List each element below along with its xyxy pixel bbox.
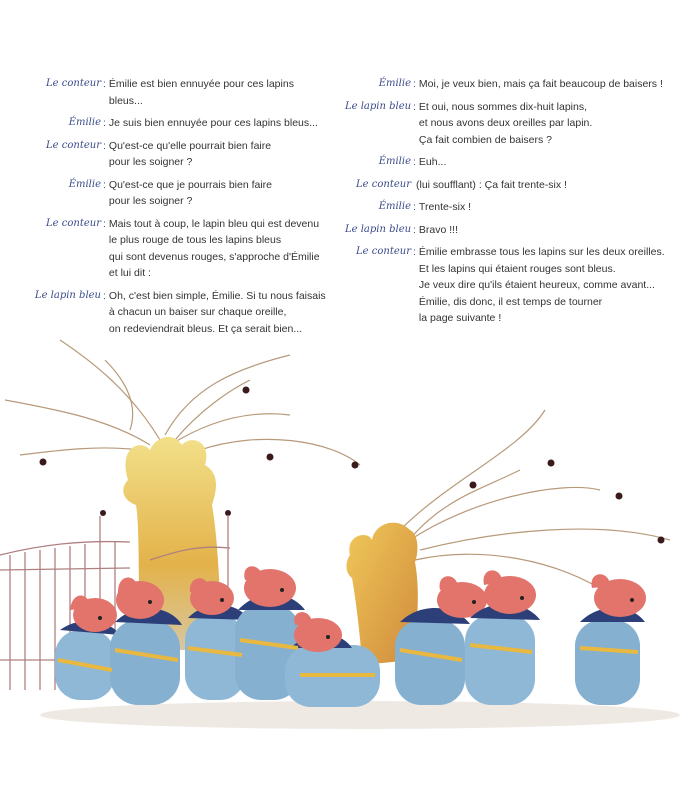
speaker-name: Le conteur bbox=[46, 139, 101, 151]
dialogue-line: Émilie : Euh... bbox=[345, 154, 695, 171]
dialogue-text: Et oui, nous sommes dix-huit lapins, et nous avons deux oreilles par lapin. Ça fait combien de baisers ? bbox=[418, 100, 593, 146]
speaker-name: Émilie bbox=[378, 78, 411, 89]
speaker-name: Le conteur bbox=[46, 217, 101, 229]
dialogue-line: Émilie : Trente-six ! bbox=[345, 199, 695, 216]
speaker-name: Le lapin bleu bbox=[345, 223, 412, 235]
dialogue-text: Oh, c'est bien simple, Émilie. Si tu nous faisais à chacun un baiser sur chaque oreille, on redeviendrait bleus. Et ça serait bien... bbox=[108, 289, 326, 335]
dialogue-text: Émilie est bien ennuyée pour ces lapins bleus... bbox=[108, 78, 294, 107]
rabbit-group bbox=[55, 566, 646, 707]
dialogue-line: Le conteur : Émilie est bien ennuyée pour ces lapins bleus... bbox=[0, 76, 330, 109]
dialogue-text: Mais tout à coup, le lapin bleu qui est devenu le plus rouge de tous les lapins bleus qui sont devenus rouges, s'approche d'Émilie et lui dit : bbox=[108, 217, 320, 279]
dialogue-line: Le conteur : Émilie embrasse tous les lapins sur les deux oreilles. Et les lapins qui étaient rouges sont bleus. Je veux dire qu'ils étaient heureux, comme avant... Émilie, dis donc, il est temps de tourner la page suivante ! bbox=[345, 244, 695, 327]
speaker-name: Émilie bbox=[378, 156, 411, 167]
dialogue-line: Le lapin bleu : Bravo !!! bbox=[345, 222, 695, 239]
dialogue-line: Le conteur : Mais tout à coup, le lapin bleu qui est devenu le plus rouge de tous les lapins bleus qui sont devenus rouges, s'approche d'Émilie et lui dit : bbox=[0, 216, 330, 282]
dialogue-text: Bravo !!! bbox=[418, 223, 459, 236]
dialogue-line: Émilie : Je suis bien ennuyée pour ces lapins bleus... bbox=[0, 115, 330, 132]
speaker-name: Le conteur bbox=[46, 78, 101, 89]
speaker-name: Émilie bbox=[378, 201, 411, 212]
speaker-name: Le conteur bbox=[356, 246, 411, 257]
rabbits-illustration bbox=[0, 330, 700, 799]
dialogue-line: Le lapin bleu : Oh, c'est bien simple, Émilie. Si tu nous faisais à chacun un baiser sur chaque oreille, on redeviendrait bleus. Et ça serait bien... bbox=[0, 288, 330, 338]
dialogue-column-left bbox=[0, 76, 330, 343]
speaker-name: Le conteur bbox=[356, 178, 411, 190]
dialogue-line: Émilie : Moi, je veux bien, mais ça fait beaucoup de baisers ! bbox=[345, 76, 695, 93]
dialogue-line: Émilie : Qu'est-ce que je pourrais bien faire pour les soigner ? bbox=[0, 177, 330, 210]
dialogue-text: Moi, je veux bien, mais ça fait beaucoup de baisers ! bbox=[418, 78, 663, 90]
rabbit bbox=[575, 574, 646, 705]
dialogue-text: Qu'est-ce que je pourrais bien faire pour les soigner ? bbox=[108, 178, 273, 207]
speaker-name: Émilie bbox=[68, 178, 101, 190]
dialogue-text: Je suis bien ennuyée pour ces lapins bleus... bbox=[108, 117, 318, 129]
dialogue-text: Trente-six ! bbox=[418, 201, 472, 213]
dialogue-line: Le lapin bleu : Et oui, nous sommes dix-huit lapins, et nous avons deux oreilles par lapin. Ça fait combien de baisers ? bbox=[345, 99, 695, 149]
dialogue-column-right bbox=[345, 76, 695, 333]
dialogue-line: Le conteur : Qu'est-ce qu'elle pourrait bien faire pour les soigner ? bbox=[0, 138, 330, 171]
tree-branches bbox=[5, 340, 670, 595]
dialogue-text: Euh... bbox=[418, 156, 447, 168]
dialogue-text: (lui soufflant) : Ça fait trente-six ! bbox=[416, 178, 567, 191]
dialogue-text: Qu'est-ce qu'elle pourrait bien faire pour les soigner ? bbox=[108, 139, 272, 168]
speaker-name: Le lapin bleu bbox=[345, 100, 412, 112]
speaker-name: Le lapin bleu bbox=[34, 289, 101, 301]
dialogue-line bbox=[345, 177, 695, 194]
speaker-name: Émilie bbox=[68, 117, 101, 128]
dialogue-text: Émilie embrasse tous les lapins sur les deux oreilles. Et les lapins qui étaient rouges sont bleus. Je veux dire qu'ils étaient heureux, comme avant... Émilie, dis donc, il est temps de tourner la page suivante ! bbox=[418, 246, 665, 324]
